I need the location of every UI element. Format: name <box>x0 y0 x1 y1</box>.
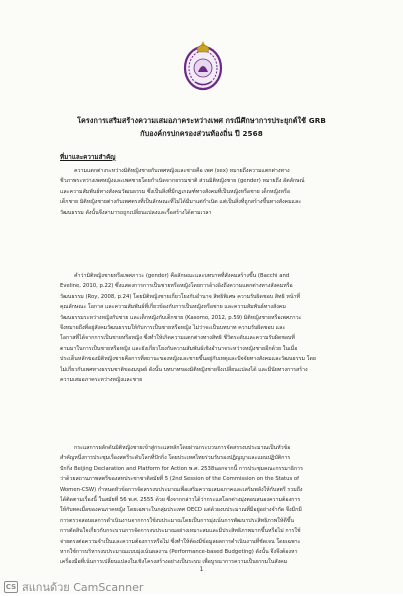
paragraph-line: วัฒนธรรมระหว่างหญิงกับชาย และเด็กหญิงกับเด็กชาย (Kasomo, 2012, p.59) มิติหญิงชายหรือเพศภาวะ <box>60 314 302 321</box>
paragraph-line: ตามมาในการเป็นชายหรือหญิง และยังเกี่ยวโยงกับความสัมพันธ์เชิงอำนาจระหว่างหญิงชายอีกด้วย ในเมื่อ <box>60 345 298 352</box>
paragraph-line: และความสัมพันธ์ทางสังคมวัฒนธรรม ซึ่งเป็นสิ่งที่มีกฎเกณฑ์ทางสังคมที่เป็นหญิงหรือชาย เด็กหญิงหรือ <box>60 188 291 195</box>
camscanner-watermark <box>4 578 143 596</box>
watermark-text: สแกนด้วย CamScanner <box>22 581 144 594</box>
paragraph-line: Women-CSW) กำหนดหัวข้อการจัดสรรงบประมาณเพื่อเสริมความเสมอภาคและเสริมพลังให้กับสตรี รวมถึง <box>60 486 303 493</box>
paragraph-line: จึงหมายถึงที่อยู่สังคมวัฒนธรรมให้กับการเป็นชายหรือหญิง ไม่ว่าจะเป็นบทบาท ความรับผิดชอบ และ <box>60 324 286 331</box>
paragraph-3 <box>60 443 360 568</box>
paragraph-line: เด็กชาย มิติหญิงชายต่างกับเพศตรงที่เป็นลักษณะที่ไม่ได้มีมาแต่กำเนิด แต่เป็นสิ่งที่ถูกสร้างขึ้นทางสังคมและ <box>60 199 302 206</box>
paragraph-line: กระแสการผลักดันมิติหญิงชายเข้าสู่กระแสหลักโดยผ่านกระบวนการจัดสรรงบประมาณเป็นหัวข้อ <box>74 445 291 451</box>
document-title-line-1: โครงการเสริมสร้างความเสมอภาคระหว่างเพศ กรณีศึกษาการประยุกต์ใช้ GRB <box>77 116 326 125</box>
paragraph-line: เครื่องมือที่เน้นการเปลี่ยนแปลงในเชิงโครงสร้างอย่างเป็นระบบ เพื่อบูรณาการความเป็นธรรมในสังคม <box>60 559 288 566</box>
paragraph-line: วัฒนธรรม (Roy, 2008, p.24) โดยมิติหญิงชายเกี่ยวโยงกับอำนาจ สิทธิพิเศษ ความรับผิดชอบ สิทธิ หน้าที่ <box>60 293 301 300</box>
paragraph-line: การตัดสินใจเกี่ยวกับกระบวนการจัดการงบประมาณอย่างเหมาะสมและมีประสิทธิภาพมากขึ้นหรือไม่ การใช้ <box>60 528 301 535</box>
paragraph-line: ได้ติดตามเรื่องนี้ ในสมัยที่ 56 พ.ศ. 2555 ด้วย ซึ่งจากกล่าวได้ว่ากระแสโลกต่างมุ่งตอบสนองความต้องการ <box>60 496 301 503</box>
paragraph-line: ปักกิ่ง Beijing Declaration and Platform for Action พ.ศ. 2538นอกจากนี้ การประชุมคณะกรรมาธิการ <box>60 465 303 472</box>
paragraph-line: ให้กับทคเมื่อของคนภาคหญิง โดยเฉพาะในกลุ่มประเทศ OECD แต่ด้วยงบประมาณที่มีอยู่อย่างจำกัด จึงมีกมี <box>60 507 302 514</box>
paragraph-line: โอกาสที่ได้จากการเป็นชายหรือหญิง ซึ่งทำให้เกิดความแตกต่างทางสิทธิ ชีวิตระดับและความรับผิดชอบที่ <box>60 335 295 342</box>
paragraph-line: หากใช้การบริหารงบประมาณแบบมุ่งเน้นผลงาน (Performance-based Budgeting) ดังนั้น จึงจึงต้องหา <box>60 548 298 555</box>
paragraph-line: วัฒนธรรม ดังนั้นจึงสามารถถูกเปลี่ยนแปลงและรื้อสร้างได้ตามเวลา <box>60 209 212 216</box>
paragraph-2 <box>60 271 360 385</box>
paragraph-line: การตรวจสอบผลการดำเนินงานจากการใช้งบประมาณโดยเป็นการมุ่งเน้นการพัฒนาประสิทธิภาพให้ดีขึ้น <box>60 517 295 524</box>
paragraph-line: ความเสมอภาคระหว่างหญิงและชาย <box>60 376 143 383</box>
paragraph-line: ความแตกต่างระหว่างมิติหญิงชายกับเพศหญิงและชายคือ เพศ (sex) หมายถึงความแตกต่างทาง <box>74 168 290 174</box>
paragraph-1 <box>60 166 360 218</box>
organization-emblem-icon <box>183 38 223 92</box>
paragraph-line: Eveline, 2010, p.22) ซึ่งแสดงการการเป็นชายหรือหญิงโดยการอ้างอิงถึงความแตกต่างทางสังคมหรือ <box>60 283 293 290</box>
page-number: 1 <box>199 566 204 573</box>
paragraph-line: ประเด็นหลักของมิติหญิงชายคือการที่สถานะของหญิงและชายขึ้นอยู่กับเหตุและปัจจัยทางสังคมและวัฒนธรรม โดย <box>60 356 317 363</box>
paragraph-line: คำว่ามิติหญิงชายหรือเพศภาวะ (gender) คือลักษณะและบทบาทที่สังคมสร้างขึ้น (Bacchi and <box>74 273 290 279</box>
section-heading: ที่มาและความสำคัญ <box>60 154 116 161</box>
paragraph-line: จ่ายตรงต่อความจำเป็นและความต้องการหรือไม่ ซึ่งทำให้ต้องมีข้อมูลผลการดำเนินงานที่ชัดเจน โดยเฉพาะ <box>60 538 301 545</box>
paragraph-line: ไม่เกี่ยวกับเพศทางธรรมชาติของมนุษย์ ดังนั้น บทบาทของมิติหญิงชายจึงเปลี่ยนแปลงได้ และมีนัยทางการสร้าง <box>60 366 308 373</box>
camscanner-logo-icon: CS <box>5 583 17 591</box>
document-title-line-2: กับองค์กรปกครองส่วนท้องถิ่น ปี 2568 <box>140 129 263 138</box>
paragraph-line: ว่าด้วยสถานภาพสตรีของสหประชาชาติสมัยที่ 5 (2nd Session of the Commission on the Status of <box>60 476 300 483</box>
paragraph-line: ชีวภาพระหว่างเพศหญิงและเพศชายโดยกำเนิดจากธรรมชาติ ส่วนมิติหญิงชาย (gender) หมายถึง อัตลักษณ์ <box>60 178 305 185</box>
paragraph-line: คุณลักษณะ โอกาส และความสัมพันธ์ที่เกี่ยวข้องกับการเป็นหญิงหรือชาย และความสัมพันธ์ทางสังคม <box>60 304 286 311</box>
paragraph-line: สำคัญหนึ่งการประชุมเรื่องสตรีระดับโลกที่ปักกิ่ง โดยประเทศไทยร่วมรับรองปฏิญญาและแผนปฏิบัติการ <box>60 455 291 462</box>
